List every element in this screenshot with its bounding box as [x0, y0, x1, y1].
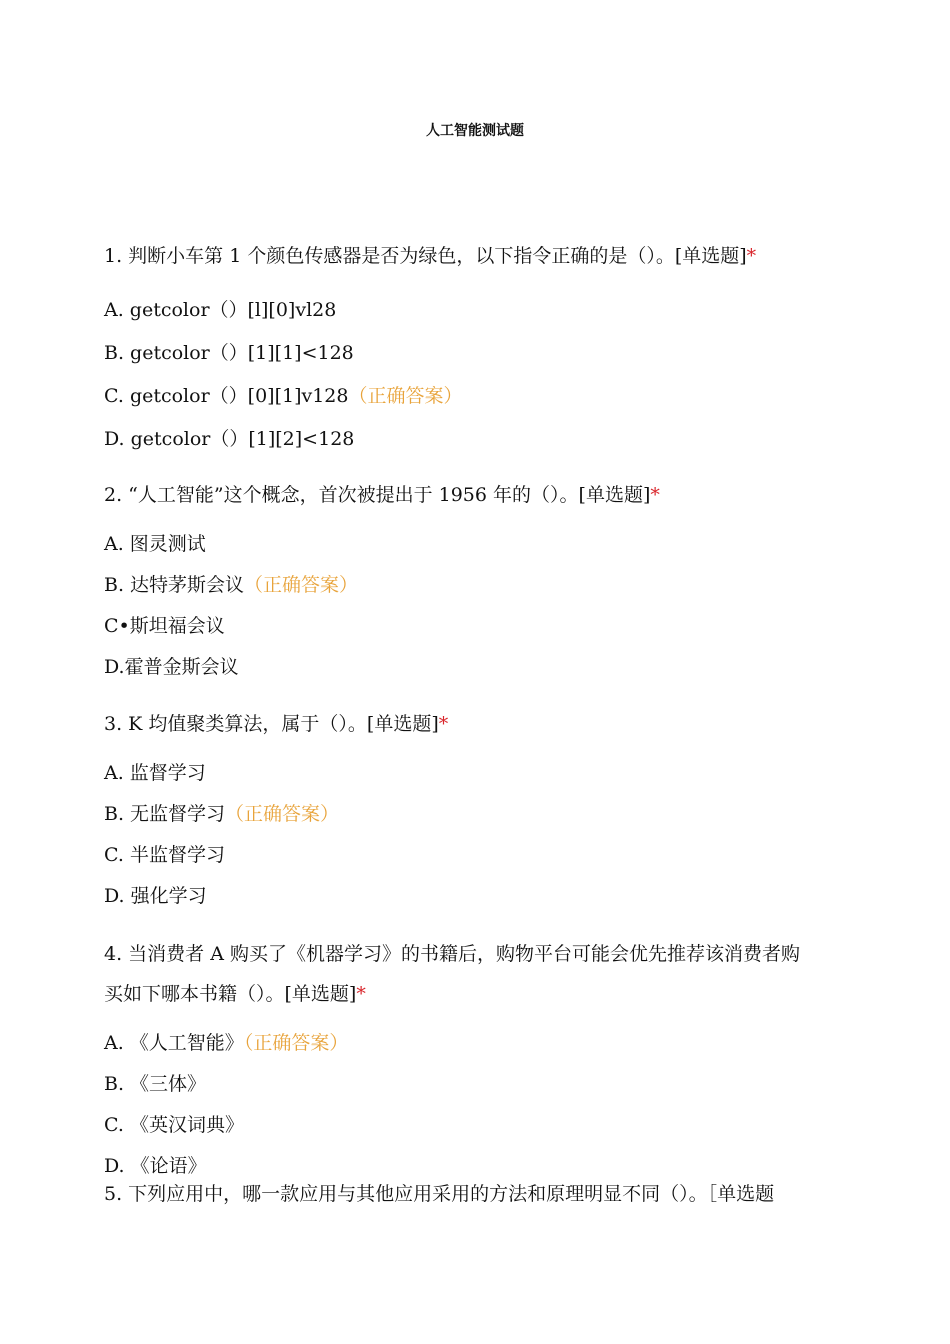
question-text: 3. K 均值聚类算法，属于（）。[单选题]: [104, 713, 439, 735]
option-1d: [104, 427, 854, 451]
option-3c: [104, 843, 854, 867]
option-text: D. 《论语》: [104, 1155, 207, 1177]
option-text: C. 半监督学习: [104, 844, 225, 866]
option-text: A. 图灵测试: [104, 533, 206, 555]
question-text: 4. 当消费者 A 购买了《机器学习》的书籍后，购物平台可能会优先推荐该消费者购: [104, 943, 800, 965]
question-text: 1. 判断小车第 1 个颜色传感器是否为绿色，以下指令正确的是（）。[单选题]: [104, 245, 747, 267]
option-2d: [104, 655, 854, 679]
option-text: A. getcolor（）[l][0]vl28: [104, 299, 337, 321]
required-mark: *: [746, 245, 757, 267]
option-3a: [104, 761, 854, 785]
question-3: [104, 712, 854, 736]
option-4b: [104, 1072, 854, 1096]
option-text: A. 《人工智能》: [104, 1032, 244, 1054]
page-title: 人工智能测试题: [426, 123, 524, 139]
question-2: [104, 483, 854, 507]
option-2b: [104, 573, 854, 597]
option-text: C. getcolor（）[0][1]v128: [104, 385, 349, 407]
option-text: B. 达特茅斯会议: [104, 574, 245, 596]
option-4c: [104, 1113, 854, 1137]
option-4a: [104, 1031, 854, 1055]
question-5: [104, 1182, 854, 1206]
option-text: A. 监督学习: [104, 762, 206, 784]
question-4-line-1: [104, 942, 854, 966]
correct-answer-mark: （正确答案）: [244, 574, 359, 596]
option-3d: [104, 884, 854, 908]
option-text: B. getcolor（）[1][1]<128: [104, 342, 354, 364]
option-text: C•斯坦福会议: [104, 615, 225, 637]
option-2c: [104, 614, 854, 638]
option-1b: [104, 341, 854, 365]
option-text: C. 《英汉词典》: [104, 1114, 244, 1136]
required-mark: *: [356, 983, 366, 1005]
option-2a: [104, 532, 854, 556]
correct-answer-mark: （正确答案）: [225, 803, 340, 825]
required-mark: *: [438, 713, 449, 735]
option-text: D.霍普金斯会议: [104, 656, 239, 678]
correct-answer-mark: （正确答案）: [348, 385, 463, 407]
option-text: D. getcolor（）[1][2]<128: [104, 428, 355, 450]
option-text: B. 无监督学习: [104, 803, 226, 825]
question-4-line-2: [104, 982, 854, 1006]
question-1: [104, 244, 854, 268]
question-text: 5. 下列应用中，哪一款应用与其他应用采用的方法和原理明显不同（）。［单选题: [104, 1183, 775, 1205]
required-mark: *: [650, 484, 660, 506]
option-3b: [104, 802, 854, 826]
question-text: 买如下哪本书籍（）。[单选题]: [104, 983, 357, 1005]
option-1c: [104, 384, 854, 408]
question-text: 2. “人工智能”这个概念，首次被提出于 1956 年的（）。[单选题]: [104, 484, 651, 506]
correct-answer-mark: （正确答案）: [243, 1032, 349, 1054]
option-1a: [104, 298, 854, 322]
option-text: B. 《三体》: [104, 1073, 207, 1095]
option-text: D. 强化学习: [104, 885, 207, 907]
option-4d: [104, 1154, 854, 1178]
